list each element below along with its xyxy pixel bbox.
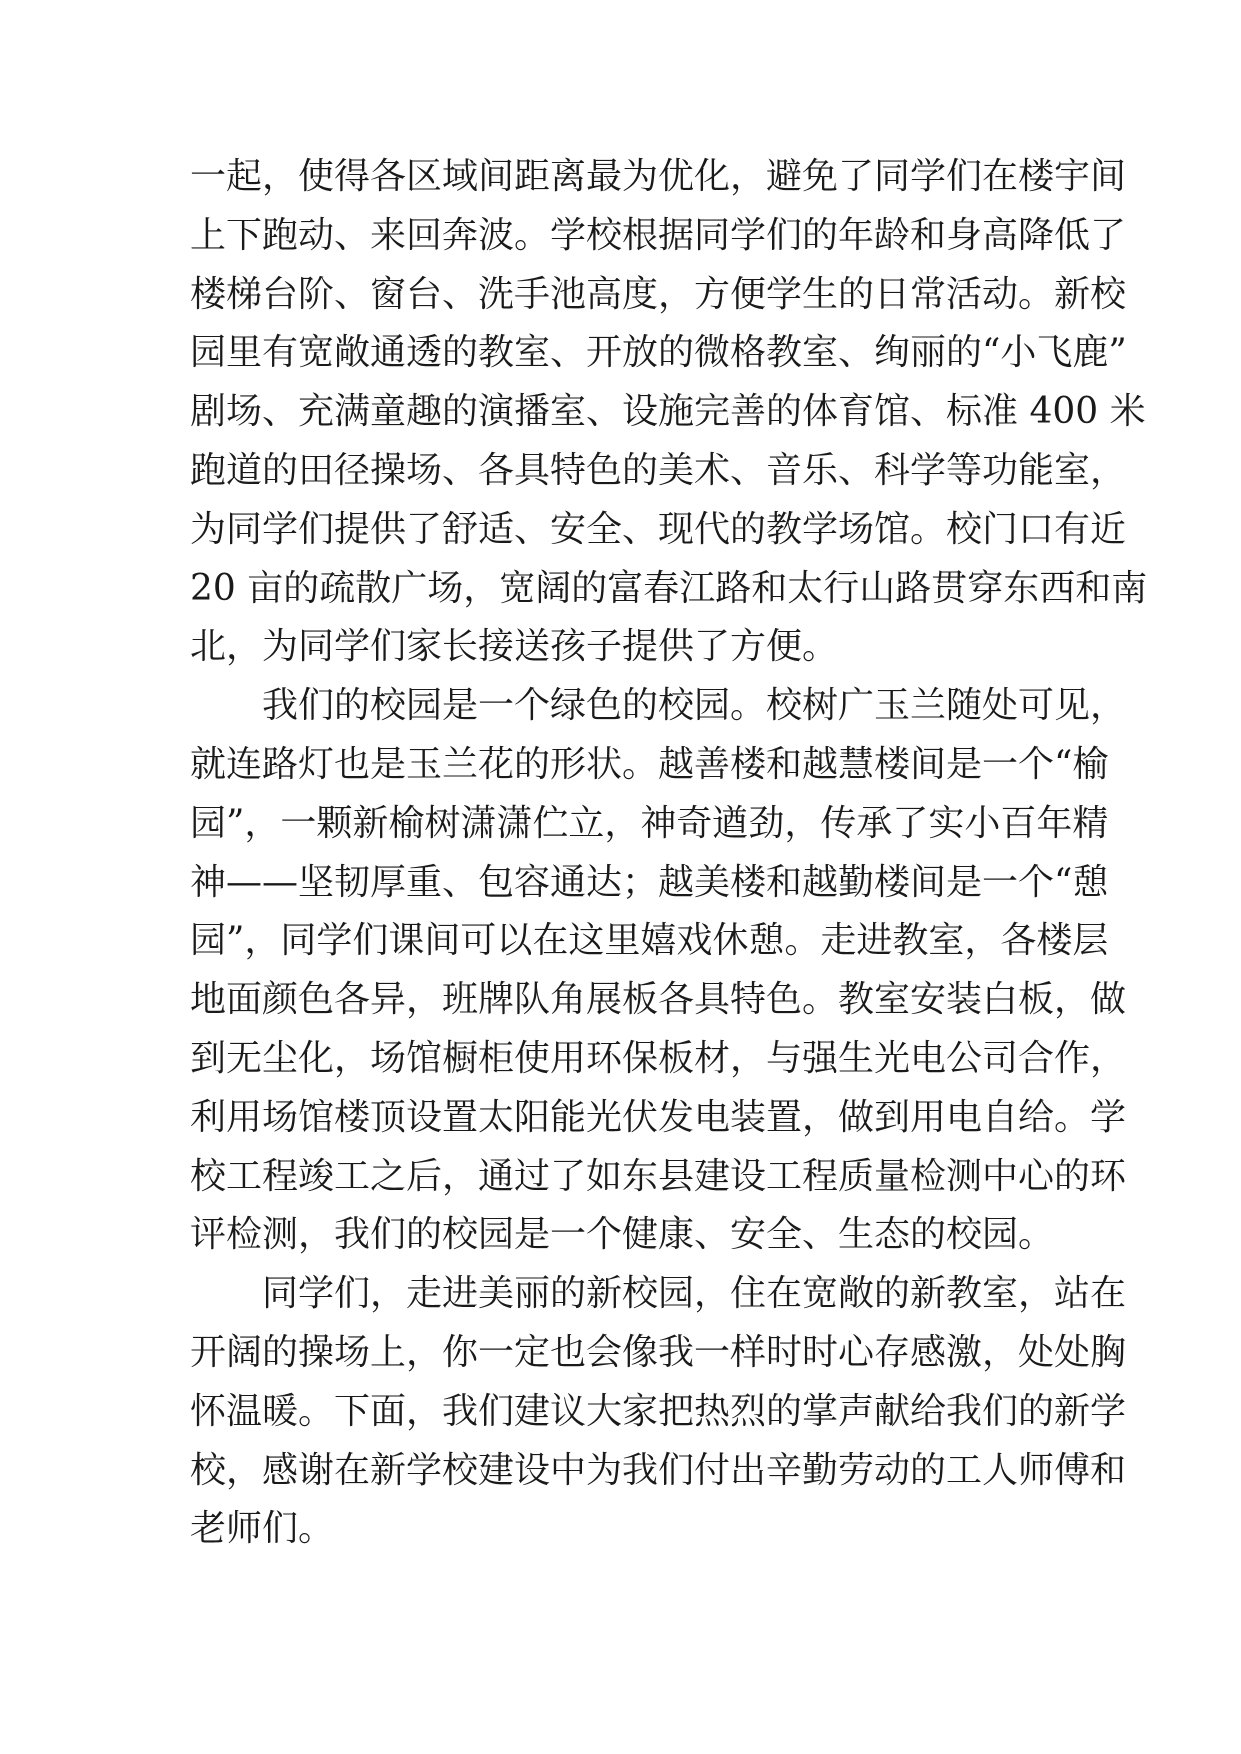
text-line: 楼梯台阶、窗台、洗手池高度，方便学生的日常活动。新校 bbox=[190, 273, 1127, 315]
text-line: 开阔的操场上，你一定也会像我一样时时心存感激，处处胸 bbox=[190, 1331, 1127, 1373]
text-line: 园”，同学们课间可以在这里嬉戏休憩。走进教室，各楼层 bbox=[190, 920, 1109, 962]
text-line: 为同学们提供了舒适、安全、现代的教学场馆。校门口有近 bbox=[190, 508, 1127, 550]
text-line: 地面颜色各异，班牌队角展板各具特色。教室安装白板，做 bbox=[190, 979, 1127, 1021]
text-line: 剧场、充满童趣的演播室、设施完善的体育馆、标准 400 米 bbox=[190, 391, 1146, 433]
text-line: 评检测，我们的校园是一个健康、安全、生态的校园。 bbox=[190, 1214, 1055, 1256]
text-line: 北，为同学们家长接送孩子提供了方便。 bbox=[190, 626, 839, 668]
paragraph bbox=[190, 677, 1127, 1265]
body-text bbox=[190, 148, 1148, 1559]
text-line: 神——坚韧厚重、包容通达；越美楼和越勤楼间是一个“憩 bbox=[190, 861, 1109, 903]
text-line: 园”，一颗新榆树潇潇伫立，神奇遒劲，传承了实小百年精 bbox=[190, 802, 1109, 844]
text-line: 校工程竣工之后，通过了如东县建设工程质量检测中心的环 bbox=[190, 1155, 1127, 1197]
paragraph bbox=[190, 1265, 1127, 1559]
text-line: 怀温暖。下面，我们建议大家把热烈的掌声献给我们的新学 bbox=[190, 1390, 1127, 1432]
text-line: 一起，使得各区域间距离最为优化，避免了同学们在楼宇间 bbox=[190, 156, 1127, 197]
text-line: 到无尘化，场馆橱柜使用环保板材，与强生光电公司合作， bbox=[190, 1037, 1127, 1079]
text-line: 利用场馆楼顶设置太阳能光伏发电装置，做到用电自给。学 bbox=[190, 1096, 1127, 1138]
text-line: 同学们，走进美丽的新校园，住在宽敞的新教室，站在 bbox=[262, 1273, 1127, 1315]
text-line: 老师们。 bbox=[190, 1508, 335, 1550]
text-line: 园里有宽敞通透的教室、开放的微格教室、绚丽的“小飞鹿” bbox=[190, 332, 1127, 374]
text-line: 校，感谢在新学校建设中为我们付出辛勤劳动的工人师傅和 bbox=[190, 1449, 1127, 1491]
text-line: 上下跑动、来回奔波。学校根据同学们的年龄和身高降低了 bbox=[190, 214, 1127, 256]
text-line: 跑道的田径操场、各具特色的美术、音乐、科学等功能室， bbox=[190, 449, 1127, 491]
text-line: 20 亩的疏散广场，宽阔的富春江路和太行山路贯穿东西和南 bbox=[190, 567, 1148, 609]
paragraph bbox=[190, 148, 1148, 677]
text-line: 就连路灯也是玉兰花的形状。越善楼和越慧楼间是一个“榆 bbox=[190, 743, 1109, 785]
text-line: 我们的校园是一个绿色的校园。校树广玉兰随处可见， bbox=[262, 685, 1127, 727]
